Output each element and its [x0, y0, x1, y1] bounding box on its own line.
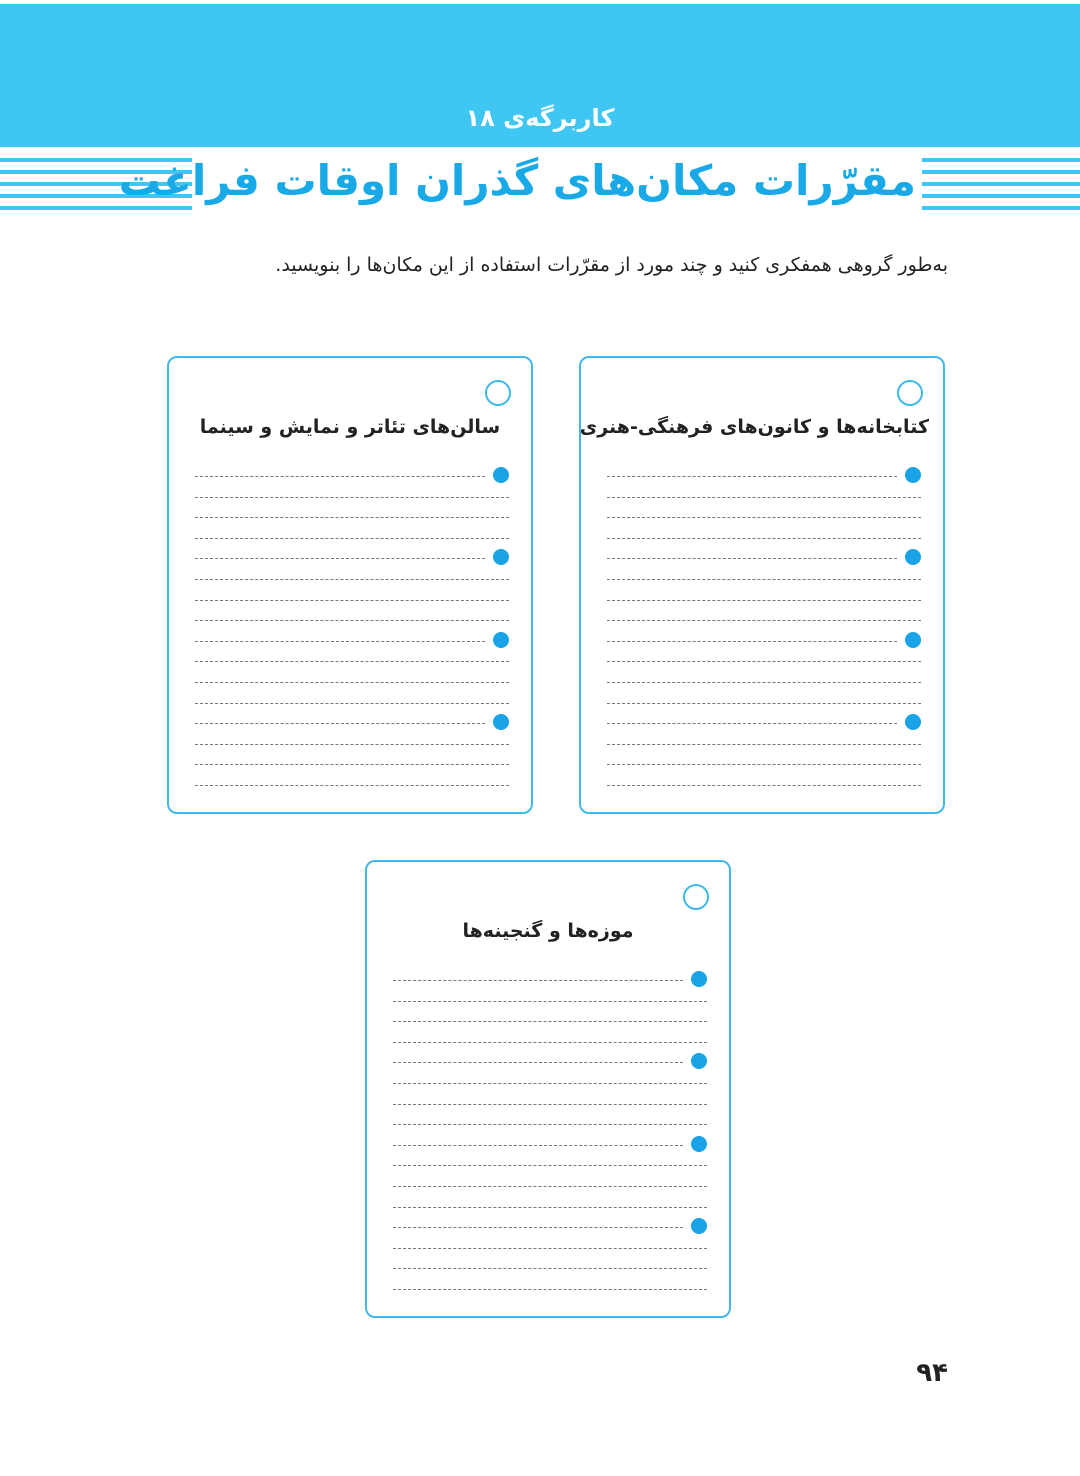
writing-line[interactable]	[195, 528, 509, 549]
writing-line[interactable]	[393, 1279, 707, 1300]
bullet-icon	[905, 632, 921, 648]
bullet-icon	[905, 467, 921, 483]
writing-line[interactable]	[607, 651, 921, 672]
writing-line[interactable]	[607, 713, 921, 734]
checkbox-circle[interactable]	[683, 884, 709, 910]
writing-line[interactable]	[195, 569, 509, 590]
writing-line[interactable]	[195, 548, 509, 569]
box-museums	[365, 860, 731, 1318]
writing-line[interactable]	[195, 672, 509, 693]
writing-line[interactable]	[195, 487, 509, 508]
bullet-icon	[691, 1136, 707, 1152]
writing-line[interactable]	[607, 466, 921, 487]
page-number: ۹۴	[916, 1358, 948, 1388]
title-row	[0, 148, 1080, 218]
bullet-icon	[691, 971, 707, 987]
decorative-stripes-right	[922, 158, 1080, 212]
instruction-text: به‌طور گروهی همفکری کنید و چند مورد از مقرّرات استفاده از این مکان‌ها را بنویسید.	[275, 254, 948, 276]
writing-line[interactable]	[607, 672, 921, 693]
writing-line[interactable]	[393, 1135, 707, 1156]
writing-line[interactable]	[607, 734, 921, 755]
box-theaters	[167, 356, 533, 814]
bullet-icon	[493, 467, 509, 483]
writing-line[interactable]	[195, 507, 509, 528]
writing-line[interactable]	[393, 970, 707, 991]
writing-line[interactable]	[607, 775, 921, 796]
writing-line[interactable]	[393, 1197, 707, 1218]
writing-line[interactable]	[607, 631, 921, 652]
writing-line[interactable]	[393, 1073, 707, 1094]
writing-line[interactable]	[195, 713, 509, 734]
bullet-icon	[905, 549, 921, 565]
writing-line[interactable]	[195, 775, 509, 796]
writing-line[interactable]	[607, 610, 921, 631]
writing-lines[interactable]	[607, 466, 921, 796]
writing-line[interactable]	[195, 466, 509, 487]
writing-line[interactable]	[607, 487, 921, 508]
writing-line[interactable]	[607, 590, 921, 611]
checkbox-circle[interactable]	[485, 380, 511, 406]
writing-lines[interactable]	[393, 970, 707, 1300]
writing-line[interactable]	[393, 991, 707, 1012]
bullet-icon	[691, 1218, 707, 1234]
writing-line[interactable]	[393, 1094, 707, 1115]
writing-line[interactable]	[607, 528, 921, 549]
bullet-icon	[905, 714, 921, 730]
writing-line[interactable]	[393, 1011, 707, 1032]
writing-line[interactable]	[195, 734, 509, 755]
writing-line[interactable]	[195, 693, 509, 714]
page-title: مقرّرات مکان‌های گذران اوقات فراغت	[118, 156, 916, 205]
bullet-icon	[691, 1053, 707, 1069]
writing-line[interactable]	[195, 754, 509, 775]
writing-line[interactable]	[195, 590, 509, 611]
writing-line[interactable]	[393, 1032, 707, 1053]
writing-lines[interactable]	[195, 466, 509, 796]
bullet-icon	[493, 549, 509, 565]
writing-line[interactable]	[393, 1217, 707, 1238]
bullet-icon	[493, 632, 509, 648]
writing-line[interactable]	[393, 1052, 707, 1073]
writing-line[interactable]	[393, 1155, 707, 1176]
box-libraries	[579, 356, 945, 814]
writing-line[interactable]	[607, 548, 921, 569]
writing-line[interactable]	[195, 651, 509, 672]
writing-line[interactable]	[607, 754, 921, 775]
box-title: موزه‌ها و گنجینه‌ها	[462, 920, 634, 942]
bullet-icon	[493, 714, 509, 730]
writing-line[interactable]	[607, 693, 921, 714]
header-banner	[0, 4, 1080, 147]
writing-line[interactable]	[195, 610, 509, 631]
writing-line[interactable]	[393, 1258, 707, 1279]
writing-line[interactable]	[607, 507, 921, 528]
writing-line[interactable]	[607, 569, 921, 590]
worksheet-label: کاربرگه‌ی ۱۸	[465, 104, 615, 132]
writing-line[interactable]	[393, 1176, 707, 1197]
writing-line[interactable]	[393, 1114, 707, 1135]
box-title: سالن‌های تئاتر و نمایش و سینما	[199, 416, 501, 438]
writing-line[interactable]	[195, 631, 509, 652]
writing-line[interactable]	[393, 1238, 707, 1259]
box-title: کتابخانه‌ها و کانون‌های فرهنگی-هنری	[579, 416, 929, 438]
checkbox-circle[interactable]	[897, 380, 923, 406]
